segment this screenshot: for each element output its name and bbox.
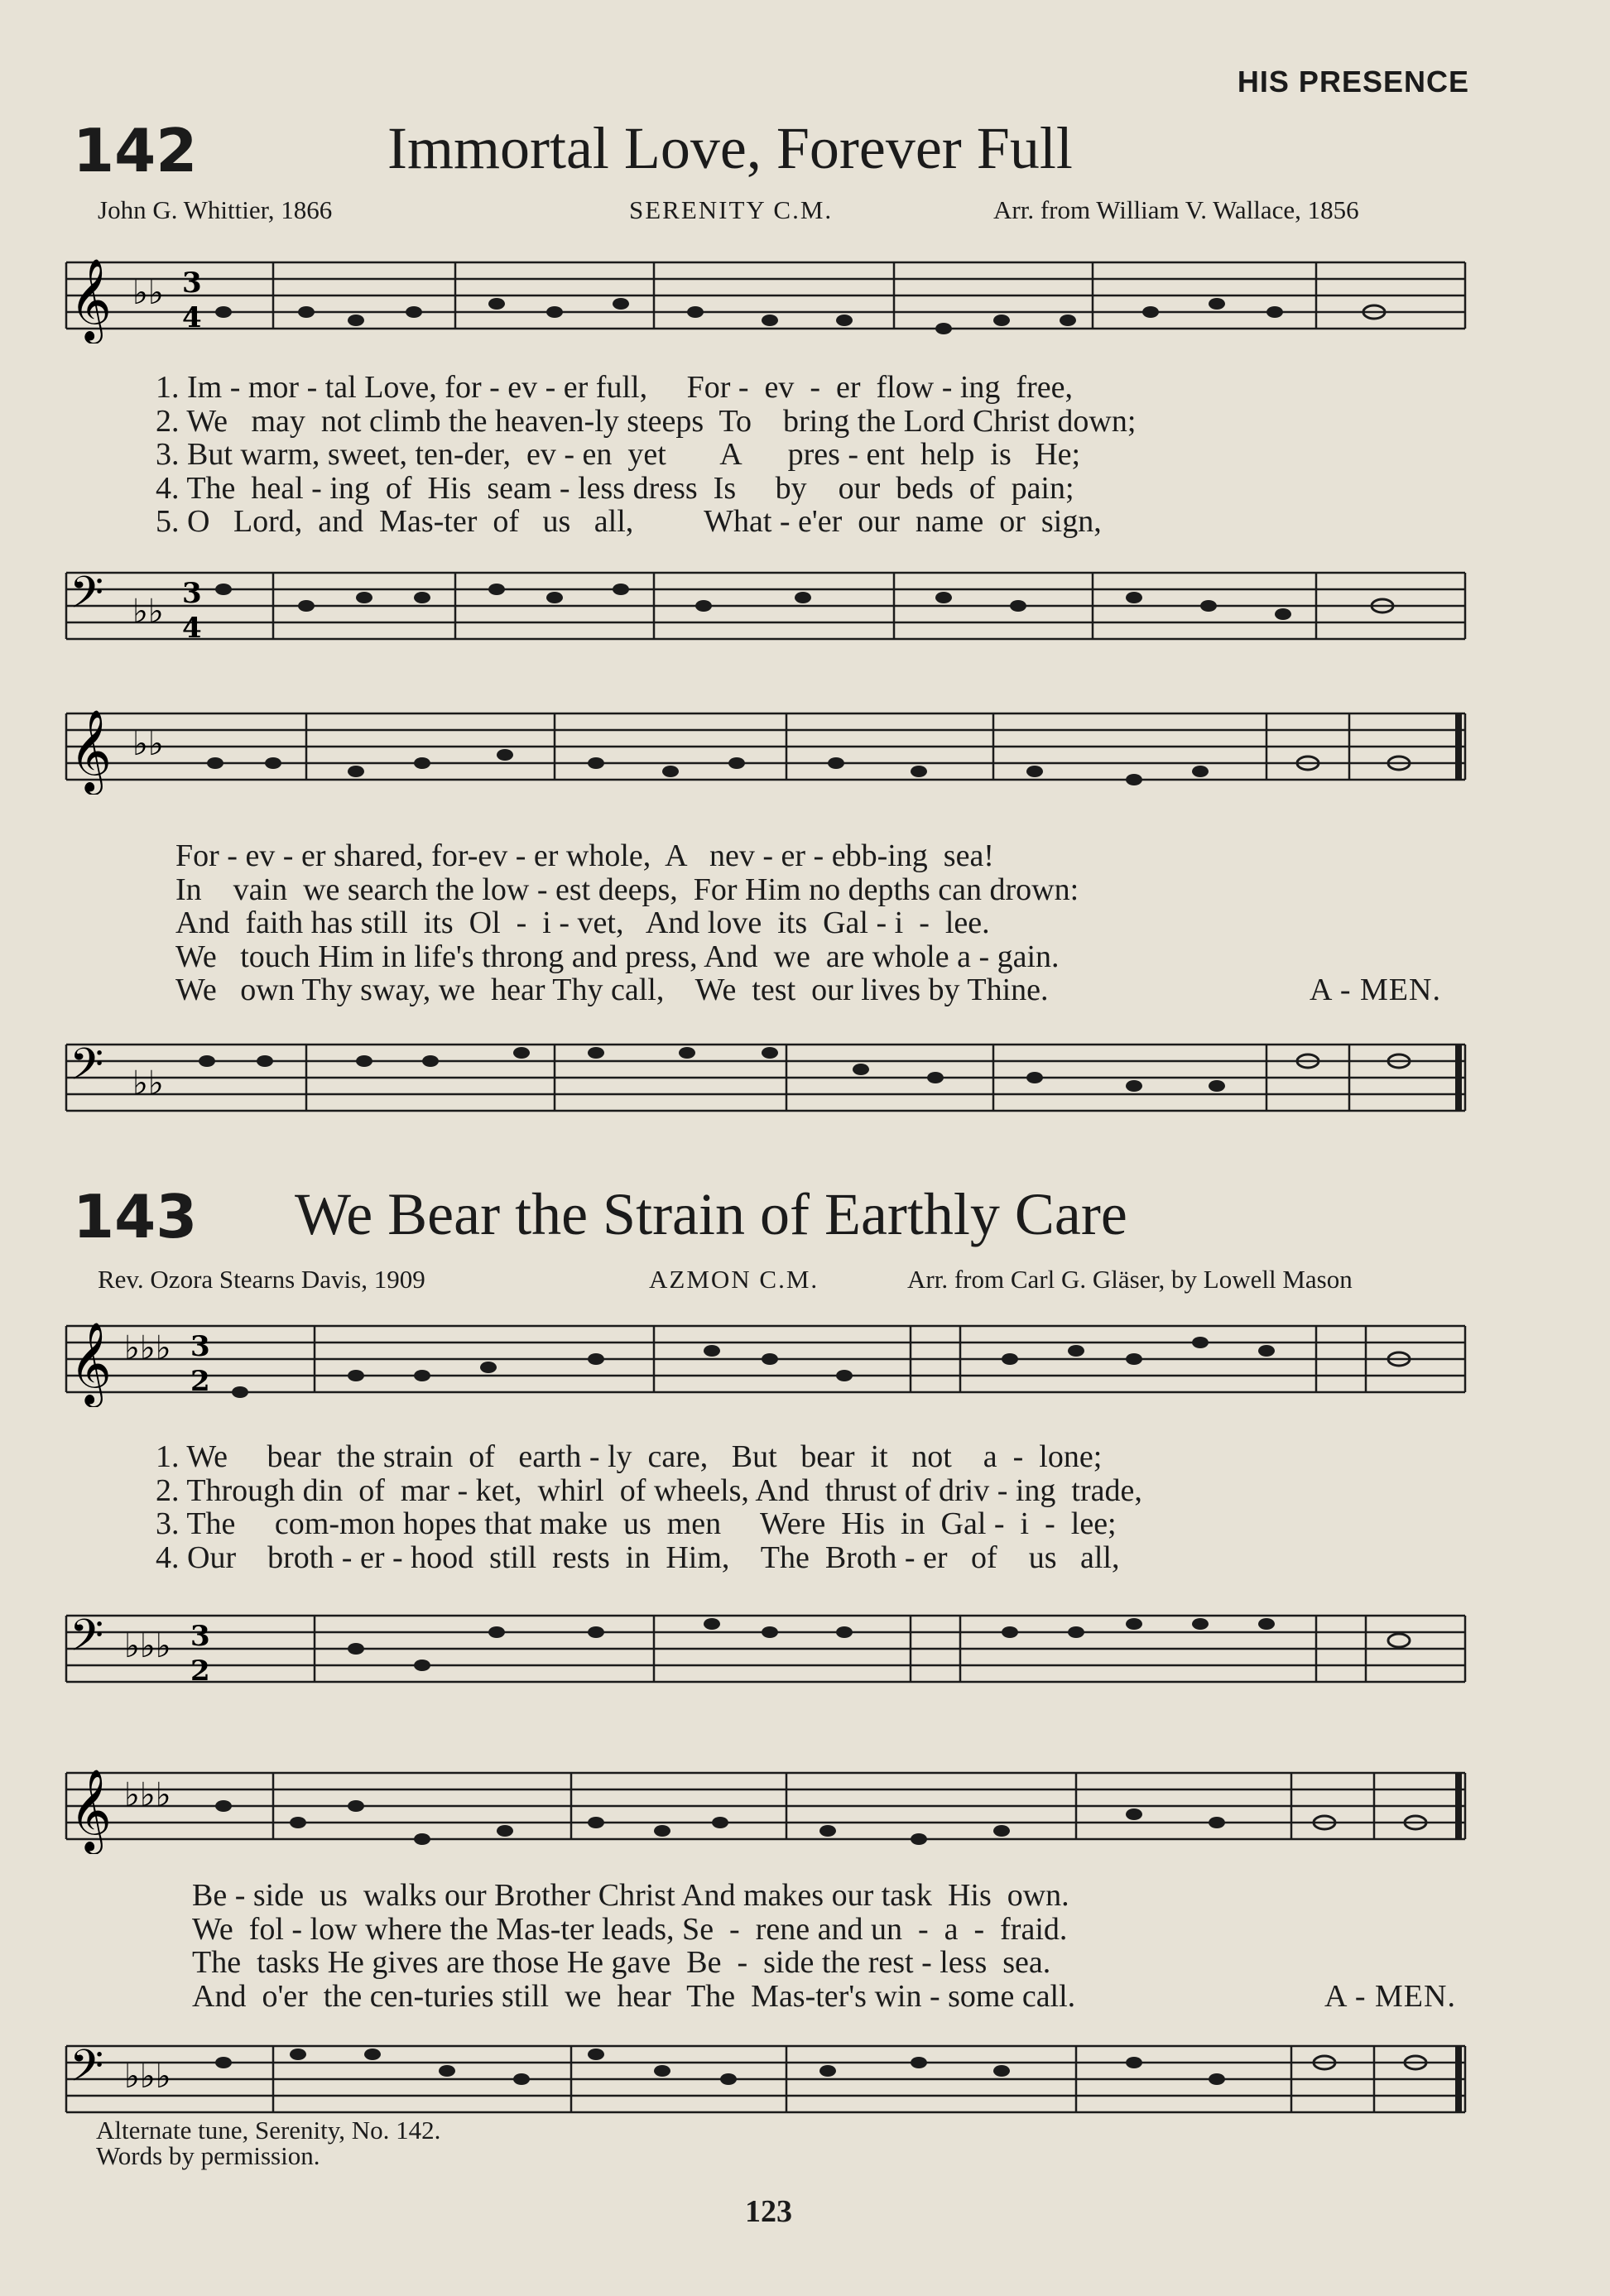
svg-text:♭♭♭: ♭♭♭ (124, 2058, 171, 2096)
music-staff-bass (58, 546, 1473, 646)
music-staff-treble (58, 704, 1473, 795)
lyric-line: 5. O Lord, and Mas-ter of us all, What - e'er our name or sign, (156, 504, 1102, 539)
verse-block-143-b (192, 1879, 1075, 2013)
hymn-title-142: Immortal Love, Forever Full (387, 115, 1073, 181)
page-number: 123 (745, 2194, 792, 2229)
svg-text:♭♭: ♭♭ (132, 274, 164, 312)
verse-block-142-b (175, 839, 1079, 1007)
lyric-line: For - ev - er shared, for-ev - er whole, A nev - er - ebb-ing sea! (175, 838, 994, 873)
svg-text:2: 2 (190, 1655, 210, 1688)
verse-block-142-a (156, 371, 1136, 539)
lyric-line: 4. The heal - ing of His seam - less dress Is by our beds of pain; (156, 470, 1074, 506)
lyric-line: 2. Through din of mar - ket, whirl of wheels, And thrust of driv - ing trade, (156, 1472, 1142, 1508)
footer-alternate-tune: Alternate tune, Serenity, No. 142. (96, 2116, 441, 2145)
bass-clef-icon: 𝄢 (70, 568, 104, 629)
hymn-number-142: 142 (73, 116, 198, 185)
svg-text:4: 4 (182, 612, 202, 645)
bass-clef-icon: 𝄢 (70, 1611, 104, 1672)
amen-label: A - MEN. (1310, 973, 1441, 1007)
lyric-line: 1. Im - mor - tal Love, for - ev - er full, For - ev - er flow - ing free, (156, 370, 1073, 405)
music-staff-bass (58, 1018, 1473, 1117)
svg-text:3: 3 (190, 1620, 210, 1653)
lyric-line: 2. We may not climb the heaven-ly steeps To bring the Lord Christ down; (156, 403, 1137, 439)
amen-label: A - MEN. (1324, 1979, 1456, 2014)
svg-text:3: 3 (190, 1330, 210, 1363)
music-staff-treble (58, 1316, 1473, 1407)
hymn-arranger-142: Arr. from William V. Wallace, 1856 (993, 195, 1359, 224)
music-staff-treble (58, 1763, 1473, 1854)
treble-clef-icon: 𝄞 (70, 709, 112, 792)
lyric-line: And o'er the cen-turies still we hear The Mas-ter's win - some call. (192, 1978, 1076, 2014)
hymn-author-143: Rev. Ozora Stearns Davis, 1909 (98, 1265, 425, 1294)
lyric-line: 1. We bear the strain of earth - ly care, But bear it not a - lone; (156, 1439, 1103, 1474)
verse-block-143-a (156, 1440, 1142, 1574)
svg-text:4: 4 (182, 301, 202, 334)
treble-clef-icon: 𝄞 (70, 1322, 112, 1405)
svg-text:2: 2 (190, 1365, 210, 1398)
music-staff-bass (58, 2020, 1473, 2119)
section-header: HIS PRESENCE (1237, 65, 1469, 98)
music-staff-treble (58, 252, 1473, 343)
hymn-title-143: We Bear the Strain of Earthly Care (295, 1181, 1127, 1247)
treble-clef-icon: 𝄞 (70, 1769, 112, 1852)
svg-text:♭♭: ♭♭ (132, 1064, 164, 1102)
svg-text:♭♭: ♭♭ (132, 593, 164, 631)
lyric-line: And faith has still its Ol - i - vet, And love its Gal - i - lee. (175, 905, 990, 940)
hymn-tune-142: SERENITY C.M. (629, 195, 834, 224)
footer-permission: Words by permission. (96, 2141, 320, 2170)
treble-clef-icon: 𝄞 (70, 258, 112, 341)
lyric-line: In vain we search the low - est deeps, For Him no depths can drown: (175, 872, 1079, 907)
hymn-tune-143: AZMON C.M. (649, 1265, 819, 1294)
bass-clef-icon: 𝄢 (70, 2041, 104, 2102)
lyric-line: We fol - low where the Mas-ter leads, Se - rene and un - a - fraid. (192, 1911, 1068, 1947)
svg-text:♭♭♭: ♭♭♭ (124, 1776, 171, 1814)
lyric-line: The tasks He gives are those He gave Be - side the rest - less sea. (192, 1945, 1051, 1980)
svg-text:3: 3 (182, 267, 202, 300)
lyric-line: Be - side us walks our Brother Christ And makes our task His own. (192, 1878, 1069, 1913)
svg-text:♭♭♭: ♭♭♭ (124, 1329, 171, 1367)
svg-text:♭♭: ♭♭ (132, 725, 164, 763)
footer-notes (96, 2117, 440, 2169)
lyric-line: We own Thy sway, we hear Thy call, We test our lives by Thine. (175, 973, 1049, 1007)
hymn-arranger-143: Arr. from Carl G. Gläser, by Lowell Mason (907, 1265, 1353, 1294)
svg-text:♭♭♭: ♭♭♭ (124, 1627, 171, 1665)
svg-text:3: 3 (182, 577, 202, 610)
lyric-line: 4. Our broth - er - hood still rests in Him, The Broth - er of us all, (156, 1539, 1120, 1575)
lyric-line: 3. But warm, sweet, ten-der, ev - en yet A pres - ent help is He; (156, 437, 1081, 472)
hymn-number-143: 143 (73, 1182, 198, 1251)
hymn-author-142: John G. Whittier, 1866 (98, 195, 333, 224)
lyric-line: We touch Him in life's throng and press, And we are whole a - gain. (175, 939, 1060, 974)
music-staff-bass (58, 1589, 1473, 1688)
lyric-line: 3. The com-mon hopes that make us men Were His in Gal - i - lee; (156, 1506, 1117, 1541)
bass-clef-icon: 𝄢 (70, 1040, 104, 1101)
